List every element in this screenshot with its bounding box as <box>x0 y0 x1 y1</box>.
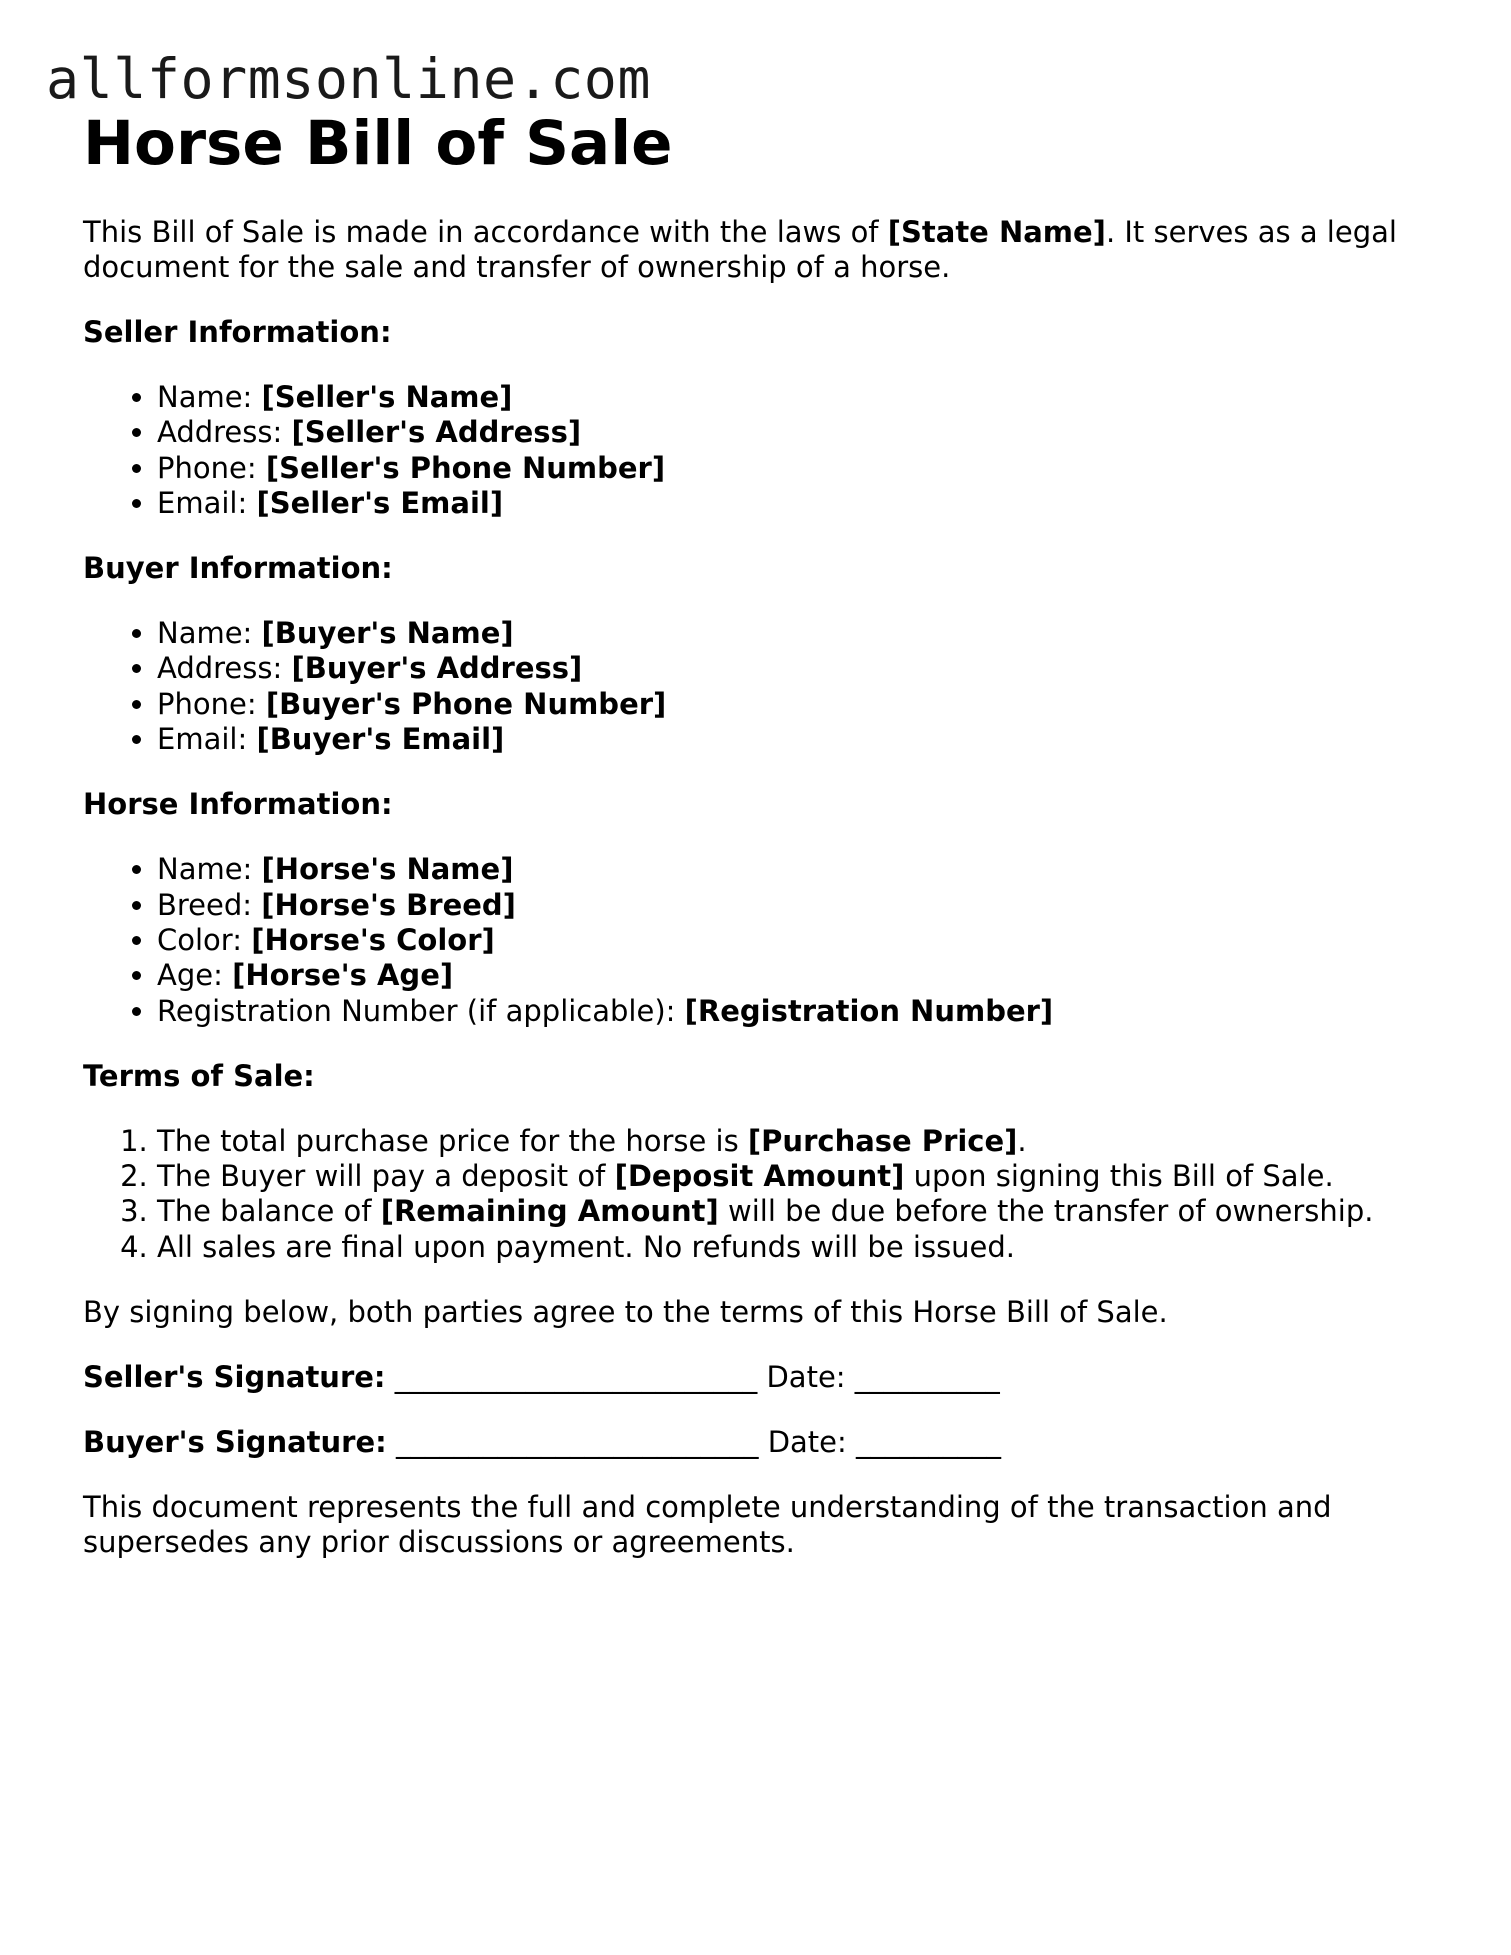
purchase-price-placeholder: [Purchase Price] <box>747 1123 1018 1158</box>
seller-name-placeholder: [Seller's Name] <box>261 380 513 414</box>
buyer-email-placeholder: [Buyer's Email] <box>256 722 505 757</box>
seller-date-label: Date: <box>766 1360 855 1395</box>
agreement-statement: By signing below, both parties agree to the terms of this Horse Bill of Sale. <box>83 1295 1168 1330</box>
buyer-list <box>83 616 1443 757</box>
list-item: 2. The Buyer will pay a deposit of [Deposit Amount] upon signing this Bill of Sale. <box>157 1159 1443 1194</box>
document-title: Horse Bill of Sale <box>83 108 673 179</box>
list-item: • Email: [Buyer's Email] <box>157 722 1443 757</box>
buyer-signature-label: Buyer's Signature: <box>83 1425 387 1460</box>
registration-number-placeholder: [Registration Number] <box>684 993 1054 1028</box>
state-name-placeholder: [State Name] <box>887 215 1106 249</box>
list-item: • Name: [Seller's Name] <box>157 380 1443 415</box>
list-item: • Name: [Horse's Name] <box>157 852 1443 887</box>
deposit-amount-placeholder: [Deposit Amount] <box>614 1159 905 1194</box>
buyer-date-label: Date: <box>767 1425 856 1460</box>
horse-color-placeholder: [Horse's Color] <box>251 922 495 957</box>
seller-signature-line <box>83 1360 1443 1395</box>
list-item: • Phone: [Seller's Phone Number] <box>157 451 1443 486</box>
intro-text-after: . It serves as a legal document for the sale and transfer of ownership of a horse. <box>83 215 1397 284</box>
buyer-phone-placeholder: [Buyer's Phone Number] <box>265 686 667 721</box>
intro-paragraph <box>83 215 1443 285</box>
list-item: 4. All sales are final upon payment. No refunds will be issued. <box>157 1230 1443 1265</box>
horse-heading: Horse Information: <box>83 787 393 822</box>
buyer-signature-field[interactable]: _________________________ <box>386 1425 768 1460</box>
seller-address-placeholder: [Seller's Address] <box>291 415 582 450</box>
list-item: • Email: [Seller's Email] <box>157 486 1443 521</box>
list-item: • Color: [Horse's Color] <box>157 923 1443 958</box>
buyer-heading: Buyer Information: <box>83 551 393 586</box>
seller-signature-label: Seller's Signature: <box>83 1360 386 1395</box>
seller-email-placeholder: [Seller's Email] <box>256 485 504 520</box>
list-item: • Address: [Buyer's Address] <box>157 651 1443 686</box>
seller-heading: Seller Information: <box>83 315 392 349</box>
horse-breed-placeholder: [Horse's Breed] <box>261 887 516 922</box>
list-item: 3. The balance of [Remaining Amount] will be due before the transfer of ownership. <box>157 1194 1443 1229</box>
horse-list <box>83 852 1443 1028</box>
watermark: allformsonline.com <box>46 47 652 111</box>
list-item: • Registration Number (if applicable): [Registration Number] <box>157 994 1443 1029</box>
seller-list <box>83 380 1443 521</box>
buyer-address-placeholder: [Buyer's Address] <box>291 651 583 686</box>
list-item: • Name: [Buyer's Name] <box>157 616 1443 651</box>
seller-phone-placeholder: [Seller's Phone Number] <box>265 450 666 485</box>
closing-statement: This document represents the full and complete understanding of the transaction and supersedes any prior discussions or agreements. <box>83 1490 1332 1560</box>
buyer-signature-line <box>83 1425 1443 1460</box>
list-item: • Phone: [Buyer's Phone Number] <box>157 687 1443 722</box>
horse-age-placeholder: [Horse's Age] <box>232 958 454 993</box>
list-item: 1. The total purchase price for the horse is [Purchase Price]. <box>157 1124 1443 1159</box>
terms-list <box>83 1124 1443 1265</box>
document-page <box>83 106 1443 1560</box>
buyer-name-placeholder: [Buyer's Name] <box>261 616 514 651</box>
horse-name-placeholder: [Horse's Name] <box>261 852 514 887</box>
list-item: • Age: [Horse's Age] <box>157 958 1443 993</box>
remaining-amount-placeholder: [Remaining Amount] <box>380 1194 719 1229</box>
intro-text-before: This Bill of Sale is made in accordance with the laws of <box>83 215 888 249</box>
list-item: • Address: [Seller's Address] <box>157 415 1443 450</box>
seller-signature-field[interactable]: _________________________ <box>385 1360 767 1395</box>
seller-date-field[interactable]: __________ <box>854 1360 1000 1395</box>
buyer-date-field[interactable]: __________ <box>856 1425 1001 1460</box>
list-item: • Breed: [Horse's Breed] <box>157 888 1443 923</box>
terms-heading: Terms of Sale: <box>83 1058 315 1093</box>
